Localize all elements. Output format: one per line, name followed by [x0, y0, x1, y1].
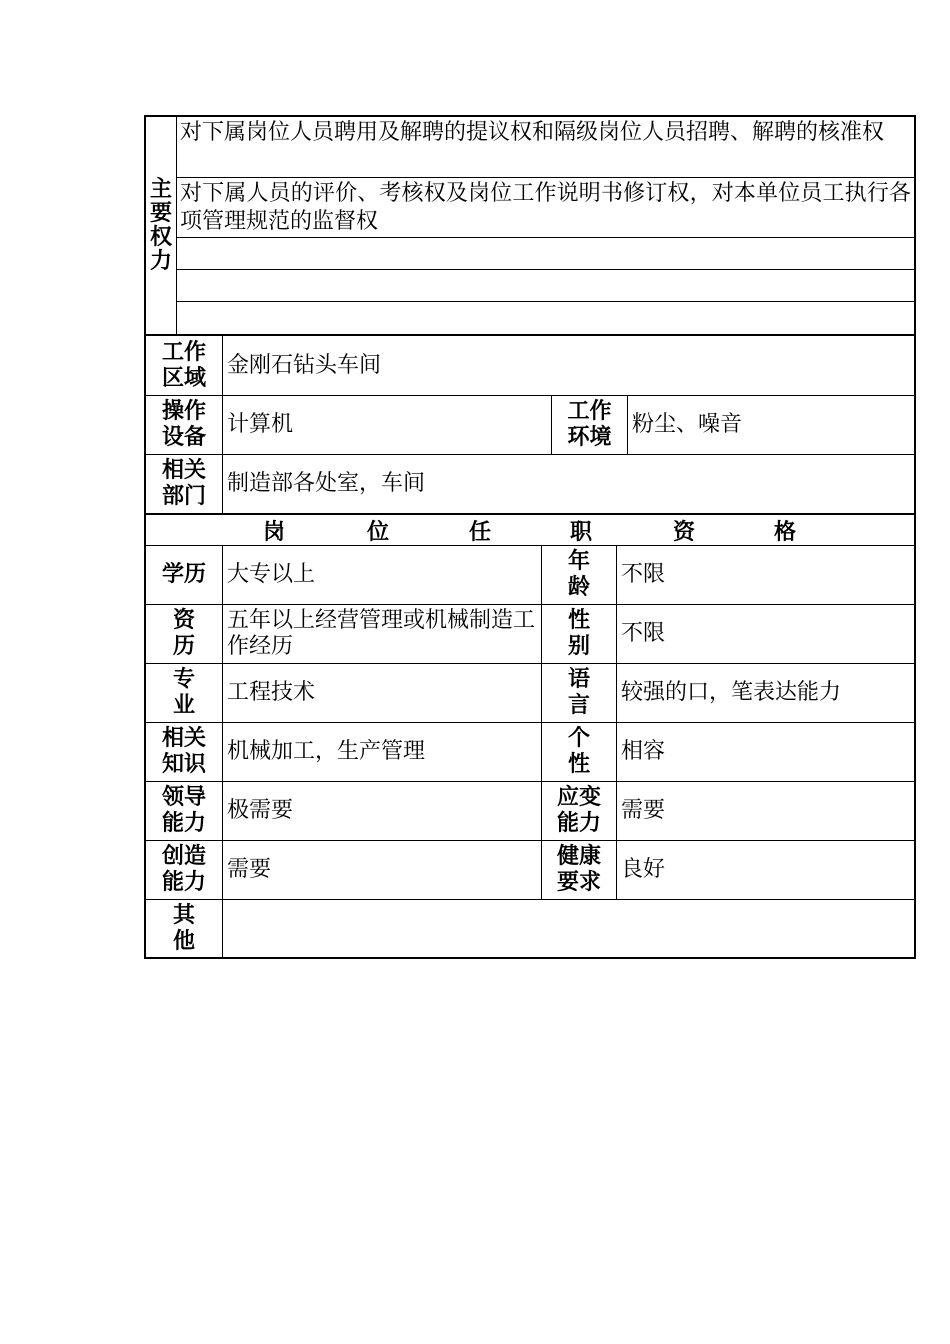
related-departments-row: [146, 454, 914, 513]
qualification-value: 不限: [616, 605, 914, 663]
qualifications-section: [144, 515, 916, 959]
qualification-value: 不限: [616, 546, 914, 604]
power-item: [177, 301, 914, 334]
work-info-section: [144, 336, 916, 515]
power-item: 对下属人员的评价、考核权及岗位工作说明书修订权，对本单位员工执行各项管理规范的监督权: [177, 177, 914, 237]
qualifications-heading: [146, 515, 914, 545]
qualification-value: 需要: [222, 841, 541, 899]
power-item: [177, 237, 914, 269]
heading-char: 任: [469, 519, 492, 545]
qualification-row: [146, 781, 914, 840]
environment-label: 工作环境: [551, 396, 627, 454]
work-area-label: 工作区域: [161, 339, 206, 391]
qualification-row: [146, 604, 914, 663]
heading-char: 格: [774, 519, 797, 545]
qualification-value: 良好: [616, 841, 914, 899]
qualification-label: 健康要求: [541, 841, 616, 899]
heading-char: 岗: [263, 519, 286, 545]
qualification-row: [146, 545, 914, 604]
equipment-label: 操作设备: [161, 399, 206, 450]
qualification-label: 专业: [172, 667, 195, 718]
other-value: [222, 900, 914, 957]
qualification-value: 工程技术: [222, 664, 541, 722]
heading-char: 位: [367, 519, 390, 545]
qualification-value: 五年以上经营管理或机械制造工作经历: [222, 605, 541, 663]
qualification-label: 创造能力: [161, 844, 206, 895]
power-item: 对下属岗位人员聘用及解聘的提议权和隔级岗位人员招聘、解聘的核准权: [180, 120, 885, 145]
main-powers-list: [177, 117, 914, 334]
qualification-label: 相关知识: [161, 726, 206, 777]
qualification-label: 领导能力: [161, 785, 206, 836]
qualification-label: 应变能力: [541, 782, 616, 840]
work-area-value: 金刚石钻头车间: [222, 336, 914, 395]
qualification-value: 极需要: [222, 782, 541, 840]
qualification-value: 较强的口，笔表达能力: [616, 664, 914, 722]
other-label: 其他: [172, 902, 195, 954]
environment-value: 粉尘、噪音: [627, 396, 914, 454]
qualification-label: 性别: [541, 605, 616, 663]
other-row: [146, 899, 914, 957]
qualification-row: [146, 663, 914, 722]
heading-char: 职: [570, 519, 593, 545]
qualification-row: [146, 722, 914, 781]
qualification-label: 年龄: [541, 546, 616, 604]
qualification-label: 资历: [172, 608, 195, 659]
qualification-row: [146, 840, 914, 899]
main-powers-section: [144, 115, 916, 336]
qualification-label: 个性: [541, 723, 616, 781]
related-departments-label: 相关部门: [161, 458, 206, 509]
job-description-form: [144, 115, 916, 959]
qualification-value: 大专以上: [222, 546, 541, 604]
qualification-value: 相容: [616, 723, 914, 781]
equipment-row: [146, 395, 914, 454]
power-item: [177, 269, 914, 301]
qualification-value: 需要: [616, 782, 914, 840]
qualification-value: 机械加工，生产管理: [222, 723, 541, 781]
equipment-value: 计算机: [222, 396, 551, 454]
work-area-row: [146, 336, 914, 395]
qualification-label: 语言: [541, 664, 616, 722]
related-departments-value: 制造部各处室，车间: [222, 455, 914, 513]
main-powers-label: 主要权力: [146, 117, 177, 334]
qualification-label: 学历: [161, 562, 206, 587]
heading-char: 资: [673, 519, 696, 545]
